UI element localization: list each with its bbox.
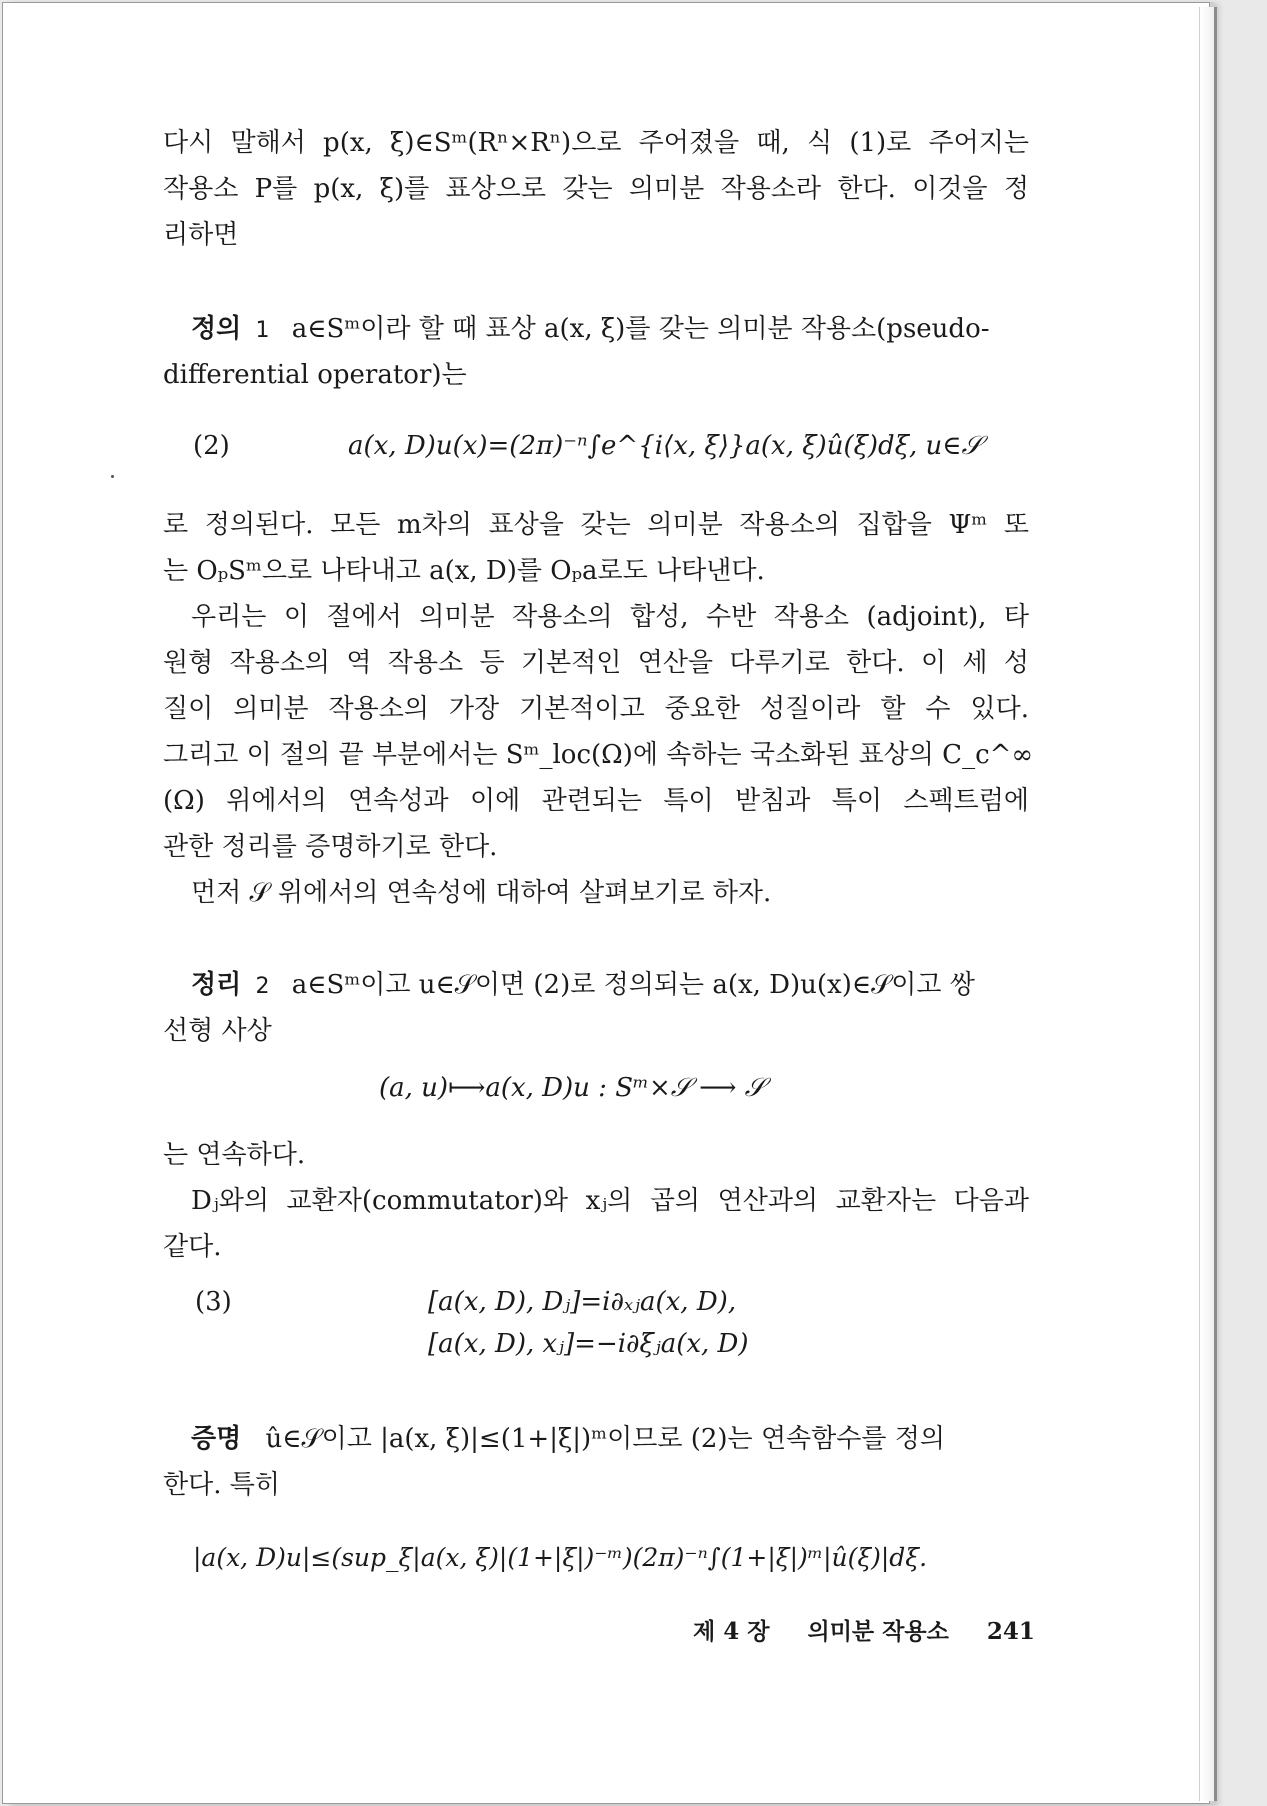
- footer-chapter: 제 4 장: [693, 1618, 770, 1645]
- text-line: 관한 정리를 증명하기로 한다.: [163, 832, 498, 862]
- page-number: 241: [986, 1618, 1035, 1645]
- equation-2: a(x, D)u(x)=(2π)⁻ⁿ∫e^{i⟨x, ξ⟩}a(x, ξ)û(ξ)dξ, u∈𝒮: [348, 431, 982, 461]
- text-line: Dⱼ와의 교환자(commutator)와 xⱼ의 곱의 연산과의 교환자는 다음과: [191, 1186, 1029, 1216]
- text-line: 는 OₚSᵐ으로 나타내고 a(x, D)를 Oₚa로도 나타낸다.: [163, 556, 765, 586]
- definition-number: 1: [255, 318, 270, 343]
- equation-number-2: (2): [193, 431, 230, 461]
- theorem-2: [191, 963, 1029, 1009]
- text-line: (Ω) 위에서의 연속성과 이에 관련되는 특이 받침과 특이 스펙트럼에: [163, 786, 1029, 816]
- text-line: 질이 의미분 작용소의 가장 기본적이고 중요한 성질이라 할 수 있다.: [163, 694, 1029, 724]
- definition-heading: 정의: [191, 314, 242, 344]
- proof-text: û∈𝒮이고 |a(x, ξ)|≤(1+|ξ|)ᵐ이므로 (2)는 연속함수를 정의: [265, 1424, 946, 1454]
- book-page: [2, 2, 1210, 1804]
- text-line: 우리는 이 절에서 의미분 작용소의 합성, 수반 작용소 (adjoint), 타: [191, 602, 1029, 632]
- theorem-heading: 정리: [191, 970, 242, 1000]
- scan-speck: [111, 475, 114, 478]
- text-line: 한다. 특히: [163, 1470, 280, 1500]
- proof-heading: 증명: [191, 1424, 242, 1454]
- text-line: 그리고 이 절의 끝 부분에서는 Sᵐ_loc(Ω)에 속하는 국소화된 표상의 C_c^∞: [163, 740, 1034, 770]
- theorem-text: a∈Sᵐ이고 u∈𝒮이면 (2)로 정의되는 a(x, D)u(x)∈𝒮이고 쌍: [291, 970, 975, 1000]
- text-line: 리하면: [163, 220, 239, 250]
- text-line: differential operator)는: [163, 360, 467, 390]
- estimate-equation: |a(x, D)u|≤(sup_ξ|a(x, ξ)|(1+|ξ|)⁻ᵐ)(2π)⁻ⁿ∫(1+|ξ|)ᵐ|û(ξ)|dξ.: [193, 1543, 928, 1572]
- equation-number-3: (3): [195, 1287, 232, 1317]
- footer-title: 의미분 작용소: [807, 1618, 949, 1645]
- equation-3b: [a(x, D), xⱼ]=−i∂ξⱼa(x, D): [428, 1329, 749, 1359]
- page-edge: [1199, 7, 1217, 1801]
- text-line: 로 정의된다. 모든 m차의 표상을 갖는 의미분 작용소의 집합을 Ψᵐ 또: [163, 510, 1029, 540]
- text-line: 원형 작용소의 역 작용소 등 기본적인 연산을 다루기로 한다. 이 세 성: [163, 648, 1029, 678]
- equation-3a: [a(x, D), Dⱼ]=i∂ₓⱼa(x, D),: [428, 1287, 737, 1317]
- definition-1: [191, 307, 1029, 353]
- bilinear-map: (a, u)⟼a(x, D)u : Sᵐ×𝒮 ⟶ 𝒮: [379, 1073, 765, 1103]
- theorem-number: 2: [255, 974, 270, 999]
- text-line: 다시 말해서 p(x, ξ)∈Sᵐ(Rⁿ×Rⁿ)으로 주어졌을 때, 식 (1)로 주어지는: [163, 128, 1029, 158]
- proof: [191, 1417, 1029, 1461]
- page-footer: [693, 1613, 1035, 1646]
- text-line: 선형 사상: [163, 1016, 272, 1046]
- text-line: 작용소 P를 p(x, ξ)를 표상으로 갖는 의미분 작용소라 한다. 이것을 정: [163, 174, 1029, 204]
- definition-text: a∈Sᵐ이라 할 때 표상 a(x, ξ)를 갖는 의미분 작용소(pseudo-: [291, 314, 990, 344]
- text-line: 같다.: [163, 1232, 222, 1262]
- text-line: 먼저 𝒮 위에서의 연속성에 대하여 살펴보기로 하자.: [191, 878, 772, 908]
- text-line: 는 연속하다.: [163, 1140, 306, 1170]
